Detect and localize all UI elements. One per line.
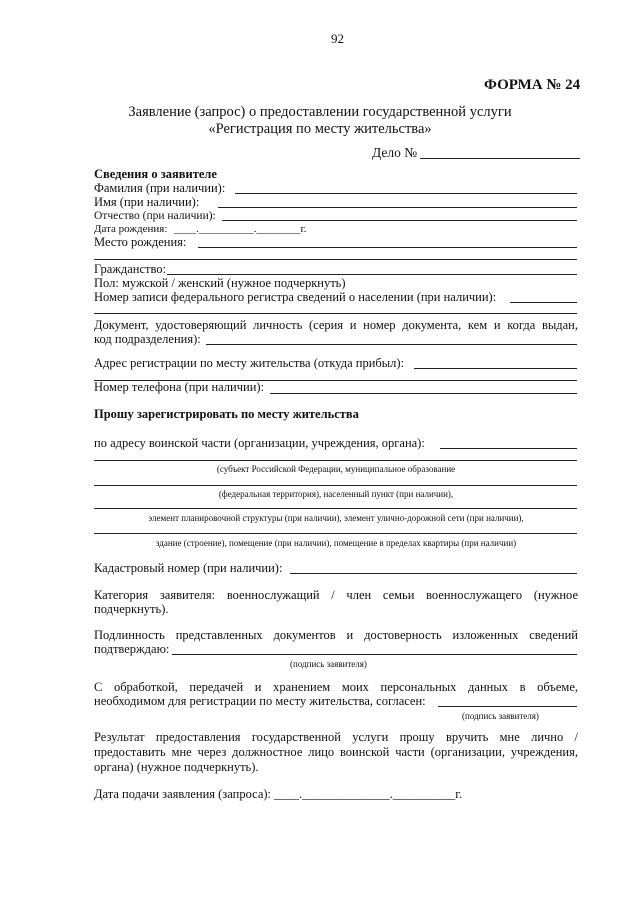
birth-place-field[interactable] <box>198 247 577 248</box>
category-line-1: Категория заявителя: военнослужащий / член семьи военнослужащего (нужное <box>94 588 578 602</box>
patronymic-field[interactable] <box>222 220 577 221</box>
address-line-3[interactable] <box>94 508 577 509</box>
confirm-line-1: Подлинность представленных документов и достоверность изложенных сведений <box>94 628 578 642</box>
result-line-1: Результат предоставления государственной услуги прошу вручить мне лично / <box>94 730 578 744</box>
sex-label: Пол: мужской / женский (нужное подчеркнуть) <box>94 276 346 290</box>
patronymic-label: Отчество (при наличии): <box>94 210 216 222</box>
surname-field[interactable] <box>235 193 577 194</box>
case-label: Дело № <box>372 145 418 160</box>
result-line-3: органа) (нужное подчеркнуть). <box>94 760 259 774</box>
register-label: Номер записи федерального регистра сведений о населении (при наличии): <box>94 290 497 304</box>
page-number: 92 <box>331 31 344 46</box>
doc-label-line-2: код подразделения): <box>94 332 201 346</box>
form-number: ФОРМА № 24 <box>484 77 581 93</box>
result-line-2: предоставить мне через должностное лицо воинской части (организации, учреждения, <box>94 745 578 759</box>
name-label: Имя (при наличии): <box>94 195 200 209</box>
signature-hint-2: (подпись заявителя) <box>462 711 539 721</box>
birth-date-field[interactable]: ____.__________.________г. <box>174 223 307 235</box>
surname-label: Фамилия (при наличии): <box>94 181 226 195</box>
consent-line-2: необходимом для регистрации по месту жительства, согласен: <box>94 694 426 708</box>
submit-date-field[interactable]: ____.______________.__________г. <box>274 787 463 801</box>
address-hint-3: элемент планировочной структуры (при наличии), элемент улично-дорожной сети (при наличии), <box>148 513 524 523</box>
cadastral-label: Кадастровый номер (при наличии): <box>94 561 283 575</box>
consent-signature-field[interactable] <box>438 706 577 707</box>
address-hint-2: (федеральная территория), населенный пункт (при наличии), <box>218 489 454 499</box>
request-heading: Прошу зарегистрировать по месту жительства <box>94 407 359 421</box>
citizenship-label: Гражданство: <box>94 262 167 276</box>
birth-place-field-2[interactable] <box>94 259 577 260</box>
category-line-2: подчеркнуть). <box>94 602 169 616</box>
case-number-field[interactable] <box>420 158 580 159</box>
unit-address-label: по адресу воинской части (организации, учреждения, органа): <box>94 436 425 450</box>
phone-field[interactable] <box>270 393 577 394</box>
register-field-2[interactable] <box>94 313 577 314</box>
address-line-2[interactable] <box>94 485 577 486</box>
phone-label: Номер телефона (при наличии): <box>94 380 265 394</box>
register-field[interactable] <box>510 302 577 303</box>
name-field[interactable] <box>218 207 577 208</box>
title-line-1: Заявление (запрос) о предоставлении государственной услуги <box>128 104 512 120</box>
cadastral-field[interactable] <box>290 573 577 574</box>
doc-label-line-1: Документ, удостоверяющий личность (серия и номер документа, кем и когда выдан, <box>94 318 578 332</box>
prev-address-label: Адрес регистрации по месту жительства (откуда прибыл): <box>94 356 405 370</box>
applicant-heading: Сведения о заявителе <box>94 167 217 181</box>
consent-line-1: С обработкой, передачей и хранением моих персональных данных в объеме, <box>94 680 578 694</box>
birth-date-label: Дата рождения: <box>94 223 168 235</box>
address-hint-4: здание (строение), помещение (при наличии), помещение в пределах квартиры (при наличии) <box>155 538 517 548</box>
doc-field[interactable] <box>206 344 577 345</box>
birth-place-label: Место рождения: <box>94 235 187 249</box>
unit-address-field[interactable] <box>440 448 577 449</box>
confirm-line-2: подтверждаю: <box>94 642 170 656</box>
address-hint-1: (субъект Российской Федерации, муниципальное образование <box>216 464 456 474</box>
address-line-4[interactable] <box>94 533 577 534</box>
signature-hint-1: (подпись заявителя) <box>290 659 367 669</box>
confirm-signature-field[interactable] <box>172 654 577 655</box>
address-line-1[interactable] <box>94 460 577 461</box>
prev-address-field[interactable] <box>414 368 577 369</box>
title-line-2: «Регистрация по месту жительства» <box>208 121 432 137</box>
citizenship-field[interactable] <box>167 274 577 275</box>
submit-date-label: Дата подачи заявления (запроса): <box>94 787 272 801</box>
